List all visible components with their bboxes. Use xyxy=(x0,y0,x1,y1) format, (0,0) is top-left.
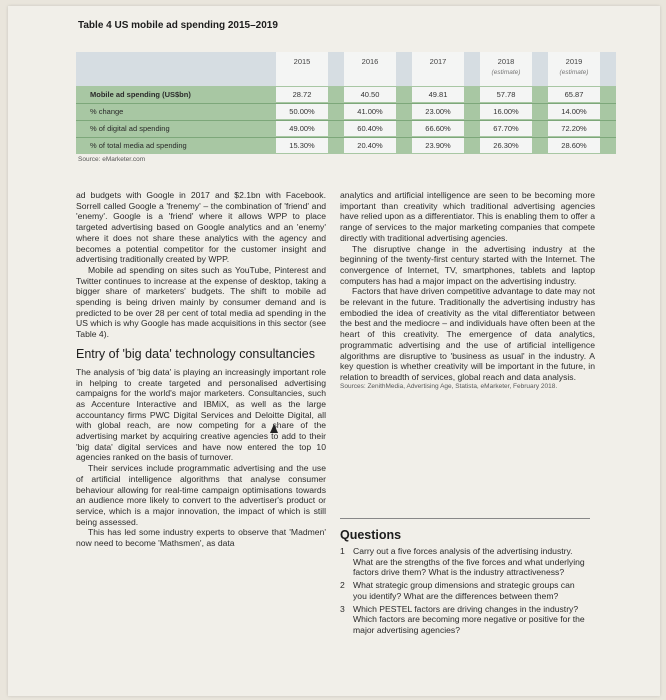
paragraph: The disruptive change in the advertising industry at the beginning of the twenty-first century started with the Internet. The convergence of Internet, TV, smartphones, tablets and laptop computers has had a major impact on the advertising industry. xyxy=(340,243,595,286)
table-cell: 23.00% xyxy=(412,104,464,119)
question-text: What strategic group dimensions and strategic groups can you identify? What are the differences between them? xyxy=(353,580,575,601)
table-cell: 16.00% xyxy=(480,104,532,119)
right-text-column xyxy=(340,190,595,391)
table-header-row xyxy=(76,52,616,86)
paragraph: Mobile ad spending on sites such as YouTube, Pinterest and Twitter continues to increase at the expense of desktop, taking a bigger share of marketers' budgets. The shift to mobile ad spending is being driven mainly by consumer demand and is predicted to be over 28 per cent of total media ad spending in the US which is why Google has made acquisitions in this sector (see Table 4). xyxy=(76,264,326,340)
row-label: Mobile ad spending (US$bn) xyxy=(90,90,191,99)
table-row xyxy=(76,103,616,121)
document-page xyxy=(8,6,660,696)
table-cell: 23.90% xyxy=(412,138,464,153)
question-item xyxy=(340,580,590,601)
table-cell: 15.30% xyxy=(276,138,328,153)
year-header: 2019 (estimate) xyxy=(548,52,600,86)
paragraph: ad budgets with Google in 2017 and $2.1bn with Facebook. Sorrell called Google a 'frenemy' – the combination of 'friend' and 'enemy'. Google is a 'friend' where it allows WPP to place targeted advertising based on Google analytics and an 'enemy' where it does not share these analytics with the agency and becomes a potential competitor for the customer insight and advertising traditionally created by WPP. xyxy=(76,190,326,265)
table-cell: 40.50 xyxy=(344,87,396,102)
row-label: % of digital ad spending xyxy=(90,124,170,133)
table-cell: 60.40% xyxy=(344,121,396,136)
sources-note: Sources: ZenithMedia, Advertising Age, Statista, eMarketer, February 2018. xyxy=(340,382,558,390)
table-title: Table 4 US mobile ad spending 2015–2019 xyxy=(78,20,278,31)
year-header: 2017 xyxy=(412,52,464,86)
table-row xyxy=(76,86,616,104)
paragraph: This has led some industry experts to observe that 'Madmen' now need to become 'Mathsmen', as data xyxy=(76,527,326,549)
question-number: 3 xyxy=(340,603,345,614)
table-cell: 50.00% xyxy=(276,104,328,119)
table-row xyxy=(76,137,616,154)
table-cell: 67.70% xyxy=(480,121,532,136)
table-cell: 20.40% xyxy=(344,138,396,153)
table-cell: 49.81 xyxy=(412,87,464,102)
question-number: 2 xyxy=(340,580,345,591)
divider xyxy=(340,518,590,519)
table-cell: 14.00% xyxy=(548,104,600,119)
table-cell: 49.00% xyxy=(276,121,328,136)
question-item xyxy=(340,604,590,636)
paragraph: analytics and artificial intelligence are seen to be becoming more important than creativity which traditional advertising agencies have relied upon as a differentiator. This is enabling them to offer a range of services to the major marketing companies that compete directly with traditional advertising agencies. xyxy=(340,190,595,243)
row-label: % change xyxy=(90,107,124,116)
questions-list xyxy=(340,546,590,638)
table-body xyxy=(76,86,616,154)
table-cell: 72.20% xyxy=(548,121,600,136)
table-cell: 65.87 xyxy=(548,87,600,102)
section-heading: Entry of 'big data' technology consultancies xyxy=(76,346,315,361)
table-row xyxy=(76,120,616,138)
paragraph: The analysis of 'big data' is playing an increasingly important role in helping to create targeted and personalised advertising campaigns for the world's major marketers. Consultancies, such as Accenture Interactive and IBMiX, as well as the large accountancy firms PWC Digital Services and Deloitte Digital, all with global reach, are now competing for a share of the advertising market by acquiring creative agencies to add to their 'big data' digital services and have now entered the top 10 agencies ranked on the basis of turnover. xyxy=(76,366,326,463)
mobile-ad-spending-table xyxy=(76,52,616,154)
year-header: 2016 xyxy=(344,52,396,86)
paragraph: Factors that have driven competitive advantage to date may not be relevant in the future. Traditionally the advertising industry has embodied the idea of creativity as the vital differentiator between the best and the mediocre – and individuals have often been at the heart of this creativity. The emergence of data analytics, programmatic advertising and the use of artificial intelligence algorithms are disruptive to 'business as usual' in the industry. A key question is whether creativity will be important in the future, in relation to breadth of services, global reach and data analysis. xyxy=(340,286,595,382)
mouse-cursor-icon xyxy=(270,424,278,433)
question-text: Which PESTEL factors are driving changes in the industry? Which factors are becoming more negative or positive for the major advertising agencies? xyxy=(353,603,585,635)
year-header: 2018 (estimate) xyxy=(480,52,532,86)
table-cell: 57.78 xyxy=(480,87,532,102)
table-cell: 28.60% xyxy=(548,138,600,153)
table-cell: 28.72 xyxy=(276,87,328,102)
paragraph: Their services include programmatic advertising and the use of artificial intelligence algorithms that analyse consumer behaviour allowing for real-time campaign optimisations towards an audience more likely to convert to the advertiser's product or service, which is a major innovation, the impact of which is still being assessed. xyxy=(76,463,326,527)
year-header: 2015 xyxy=(276,52,328,86)
left-text-column xyxy=(76,190,326,549)
table-cell: 66.60% xyxy=(412,121,464,136)
questions-heading: Questions xyxy=(340,528,402,542)
table-cell: 26.30% xyxy=(480,138,532,153)
question-text: Carry out a five forces analysis of the advertising industry. What are the strengths of the five forces and what underlying factors drive them? What is the industry attractiveness? xyxy=(353,546,585,578)
question-item xyxy=(340,546,590,578)
row-label: % of total media ad spending xyxy=(90,141,187,150)
question-number: 1 xyxy=(340,546,345,556)
table-source: Source: eMarketer.com xyxy=(78,156,146,163)
table-cell: 41.00% xyxy=(344,104,396,119)
